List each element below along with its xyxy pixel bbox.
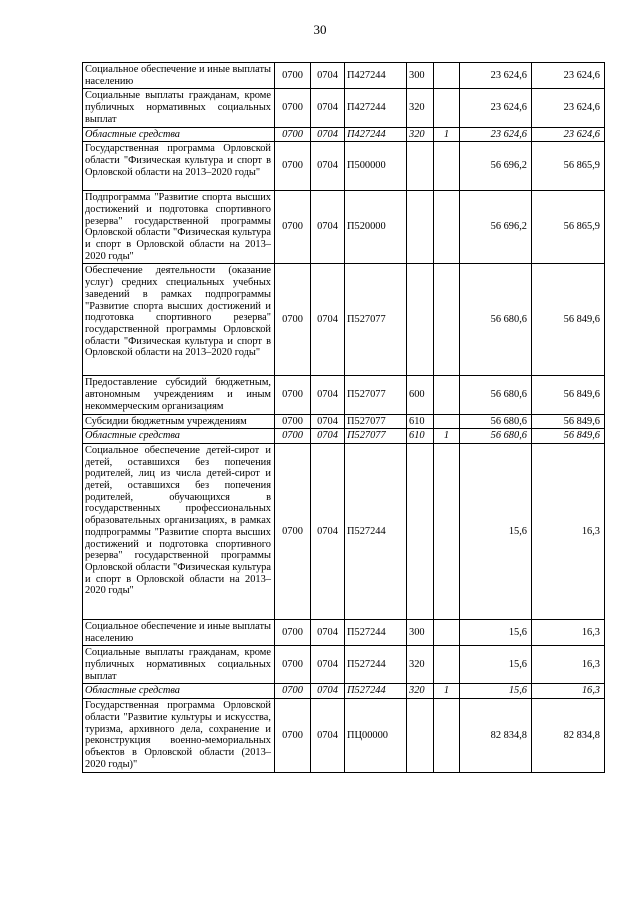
row-name-cell: Областные средства <box>83 429 275 444</box>
section-code-cell: 0700 <box>275 684 311 699</box>
row-name-cell: Областные средства <box>83 684 275 699</box>
amount-year2-cell: 56 865,9 <box>532 191 605 264</box>
amount-year1-cell: 15,6 <box>460 646 532 684</box>
table-row <box>83 264 605 376</box>
amount-year1-cell: 23 624,6 <box>460 89 532 127</box>
table-row <box>83 699 605 773</box>
amount-year1-cell: 23 624,6 <box>460 127 532 142</box>
target-article-cell: П527244 <box>345 443 407 619</box>
table-row <box>83 443 605 619</box>
amount-year1-cell: 15,6 <box>460 443 532 619</box>
amount-year2-cell: 23 624,6 <box>532 63 605 89</box>
amount-year2-cell: 56 849,6 <box>532 429 605 444</box>
expense-type-cell <box>407 264 434 376</box>
target-article-cell: П427244 <box>345 127 407 142</box>
amount-year2-cell: 16,3 <box>532 646 605 684</box>
table-row <box>83 646 605 684</box>
funding-source-cell <box>434 646 460 684</box>
amount-year2-cell: 56 849,6 <box>532 264 605 376</box>
amount-year2-cell: 56 849,6 <box>532 376 605 414</box>
expense-type-cell <box>407 191 434 264</box>
subsection-code-cell: 0704 <box>311 443 345 619</box>
expense-type-cell <box>407 699 434 773</box>
expense-type-cell: 320 <box>407 89 434 127</box>
table-row <box>83 414 605 429</box>
page-number: 30 <box>313 22 327 37</box>
subsection-code-cell: 0704 <box>311 89 345 127</box>
amount-year2-cell: 56 849,6 <box>532 414 605 429</box>
expense-type-cell <box>407 142 434 191</box>
section-code-cell: 0700 <box>275 191 311 264</box>
amount-year2-cell: 16,3 <box>532 443 605 619</box>
table-row <box>83 429 605 444</box>
funding-source-cell: 1 <box>434 127 460 142</box>
amount-year1-cell: 82 834,8 <box>460 699 532 773</box>
target-article-cell: П527244 <box>345 619 407 645</box>
target-article-cell: П527077 <box>345 429 407 444</box>
expense-type-cell <box>407 443 434 619</box>
amount-year1-cell: 56 696,2 <box>460 191 532 264</box>
target-article-cell: П427244 <box>345 63 407 89</box>
section-code-cell: 0700 <box>275 127 311 142</box>
subsection-code-cell: 0704 <box>311 127 345 142</box>
amount-year1-cell: 15,6 <box>460 619 532 645</box>
subsection-code-cell: 0704 <box>311 646 345 684</box>
section-code-cell: 0700 <box>275 646 311 684</box>
table-row <box>83 619 605 645</box>
budget-table-body <box>83 63 605 773</box>
section-code-cell: 0700 <box>275 264 311 376</box>
section-code-cell: 0700 <box>275 89 311 127</box>
amount-year1-cell: 56 680,6 <box>460 264 532 376</box>
expense-type-cell: 320 <box>407 646 434 684</box>
row-name-cell: Социальное обеспечение детей-сирот и детей, оставшихся без попечения родителей, лиц из числа детей-сирот и детей, оставшихся без попечения родителей, обучающихся в государственных профессиональных образовательных организациях, в рамках подпрограммы "Развитие спорта высших достижений и подготовка спортивного резерва" государственной программы Орловской области "Физическая культура и спорт в Орловской области на 2013–2020 годы" <box>83 443 275 619</box>
subsection-code-cell: 0704 <box>311 376 345 414</box>
expense-type-cell: 610 <box>407 429 434 444</box>
funding-source-cell <box>434 264 460 376</box>
amount-year2-cell: 82 834,8 <box>532 699 605 773</box>
section-code-cell: 0700 <box>275 619 311 645</box>
target-article-cell: П427244 <box>345 89 407 127</box>
amount-year1-cell: 15,6 <box>460 684 532 699</box>
row-name-cell: Предоставление субсидий бюджетным, автономным учреждениям и иным некоммерческим организациям <box>83 376 275 414</box>
target-article-cell: П500000 <box>345 142 407 191</box>
funding-source-cell <box>434 699 460 773</box>
funding-source-cell <box>434 89 460 127</box>
row-name-cell: Государственная программа Орловской области "Физическая культура и спорт в Орловской области на 2013–2020 годы" <box>83 142 275 191</box>
section-code-cell: 0700 <box>275 429 311 444</box>
funding-source-cell <box>434 414 460 429</box>
row-name-cell: Социальное обеспечение и иные выплаты населению <box>83 619 275 645</box>
target-article-cell: П527077 <box>345 264 407 376</box>
amount-year1-cell: 23 624,6 <box>460 63 532 89</box>
row-name-cell: Областные средства <box>83 127 275 142</box>
row-name-cell: Обеспечение деятельности (оказание услуг) средних специальных учебных заведений в рамках подпрограммы "Развитие спорта высших достижений и подготовка спортивного резерва" государственной программы Орловской области "Физическая культура и спорт в Орловской области на 2013–2020 годы" <box>83 264 275 376</box>
target-article-cell: П527244 <box>345 646 407 684</box>
section-code-cell: 0700 <box>275 414 311 429</box>
funding-source-cell: 1 <box>434 429 460 444</box>
row-name-cell: Государственная программа Орловской области "Развитие культуры и искусства, туризма, архивного дела, сохранение и реконструкция военно-мемориальных объектов в Орловской области (2013–2020 годы)" <box>83 699 275 773</box>
section-code-cell: 0700 <box>275 699 311 773</box>
amount-year2-cell: 56 865,9 <box>532 142 605 191</box>
funding-source-cell <box>434 443 460 619</box>
row-name-cell: Социальные выплаты гражданам, кроме публичных нормативных социальных выплат <box>83 646 275 684</box>
subsection-code-cell: 0704 <box>311 142 345 191</box>
target-article-cell: П527077 <box>345 414 407 429</box>
row-name-cell: Социальные выплаты гражданам, кроме публичных нормативных социальных выплат <box>83 89 275 127</box>
funding-source-cell <box>434 63 460 89</box>
row-name-cell: Субсидии бюджетным учреждениям <box>83 414 275 429</box>
amount-year1-cell: 56 696,2 <box>460 142 532 191</box>
amount-year1-cell: 56 680,6 <box>460 429 532 444</box>
expense-type-cell: 320 <box>407 127 434 142</box>
funding-source-cell <box>434 191 460 264</box>
expense-type-cell: 300 <box>407 63 434 89</box>
table-row <box>83 142 605 191</box>
table-row <box>83 127 605 142</box>
subsection-code-cell: 0704 <box>311 191 345 264</box>
table-row <box>83 191 605 264</box>
subsection-code-cell: 0704 <box>311 264 345 376</box>
amount-year2-cell: 23 624,6 <box>532 127 605 142</box>
expense-type-cell: 600 <box>407 376 434 414</box>
target-article-cell: П527244 <box>345 684 407 699</box>
row-name-cell: Подпрограмма "Развитие спорта высших достижений и подготовка спортивного резерва" государственной программы Орловской области "Физическая культура и спорт в Орловской области на 2013–2020 годы" <box>83 191 275 264</box>
subsection-code-cell: 0704 <box>311 429 345 444</box>
subsection-code-cell: 0704 <box>311 63 345 89</box>
table-row <box>83 89 605 127</box>
table-row <box>83 63 605 89</box>
funding-source-cell <box>434 142 460 191</box>
expense-type-cell: 300 <box>407 619 434 645</box>
amount-year2-cell: 16,3 <box>532 684 605 699</box>
section-code-cell: 0700 <box>275 142 311 191</box>
target-article-cell: П520000 <box>345 191 407 264</box>
table-row <box>83 376 605 414</box>
funding-source-cell <box>434 376 460 414</box>
funding-source-cell: 1 <box>434 684 460 699</box>
section-code-cell: 0700 <box>275 443 311 619</box>
subsection-code-cell: 0704 <box>311 684 345 699</box>
subsection-code-cell: 0704 <box>311 699 345 773</box>
table-row <box>83 684 605 699</box>
amount-year1-cell: 56 680,6 <box>460 376 532 414</box>
budget-table <box>82 62 605 773</box>
section-code-cell: 0700 <box>275 376 311 414</box>
expense-type-cell: 610 <box>407 414 434 429</box>
subsection-code-cell: 0704 <box>311 414 345 429</box>
subsection-code-cell: 0704 <box>311 619 345 645</box>
funding-source-cell <box>434 619 460 645</box>
amount-year1-cell: 56 680,6 <box>460 414 532 429</box>
amount-year2-cell: 23 624,6 <box>532 89 605 127</box>
amount-year2-cell: 16,3 <box>532 619 605 645</box>
row-name-cell: Социальное обеспечение и иные выплаты населению <box>83 63 275 89</box>
target-article-cell: П527077 <box>345 376 407 414</box>
expense-type-cell: 320 <box>407 684 434 699</box>
target-article-cell: ПЦ00000 <box>345 699 407 773</box>
section-code-cell: 0700 <box>275 63 311 89</box>
